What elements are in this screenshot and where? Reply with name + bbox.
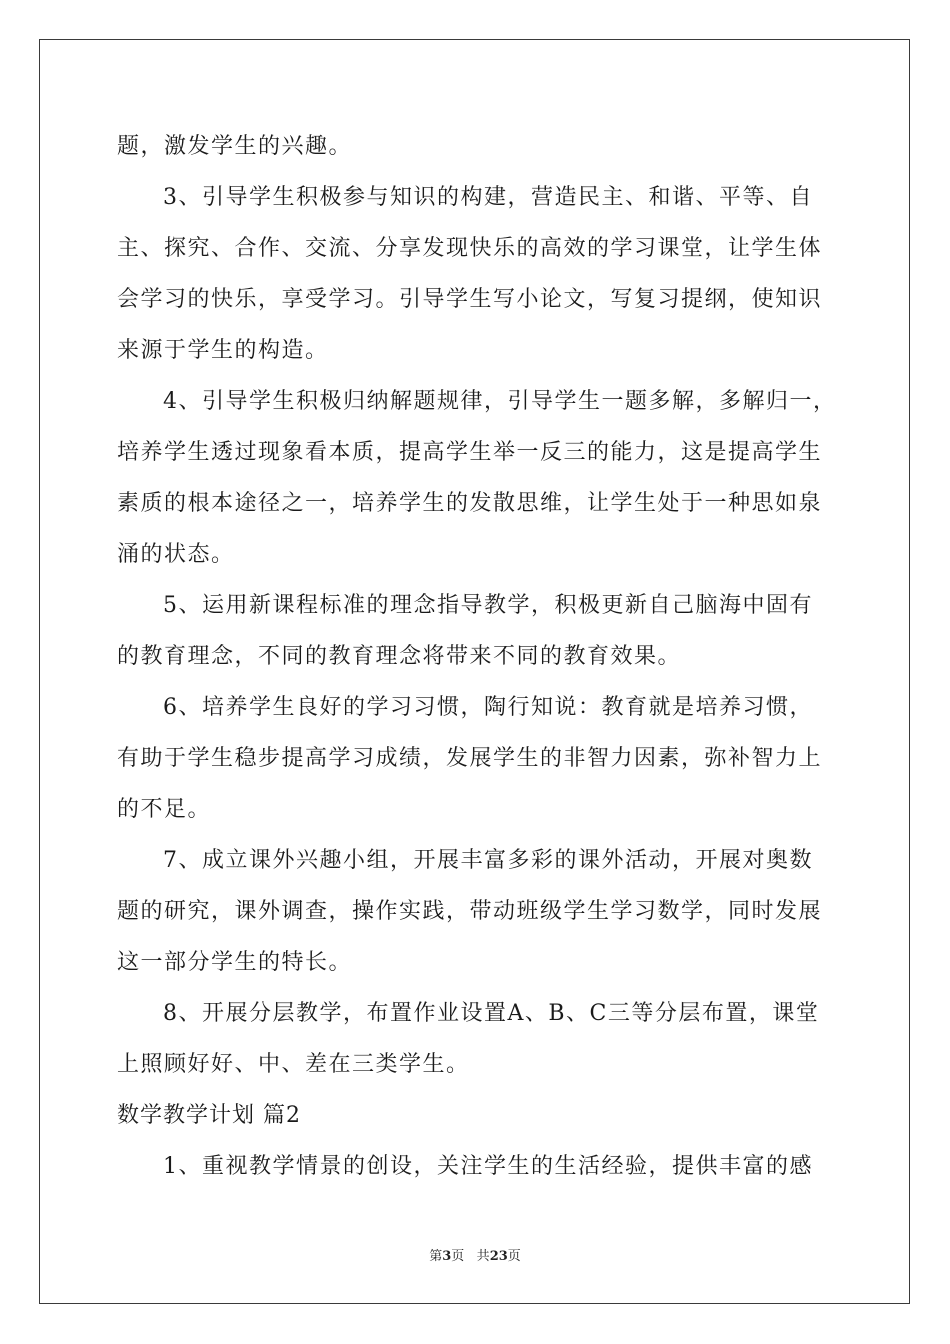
- text-line: 来源于学生的构造。: [117, 338, 329, 363]
- footer-total-suffix: 页: [507, 1249, 521, 1264]
- text-line: 的不足。: [117, 797, 212, 822]
- text-line: 1、重视教学情景的创设，关注学生的生活经验，提供丰富的感: [163, 1154, 813, 1179]
- document-body: [117, 121, 837, 1192]
- text-line: 7、成立课外兴趣小组，开展丰富多彩的课外活动，开展对奥数: [163, 848, 813, 873]
- text-line: 培养学生透过现象看本质，提高学生举一反三的能力，这是提高学生: [117, 440, 823, 465]
- text-line: 题的研究，课外调查，操作实践，带动班级学生学习数学，同时发展: [117, 899, 823, 924]
- footer-total-pages: 23: [489, 1249, 508, 1264]
- text-line: 上照顾好好、中、差在三类学生。: [117, 1052, 470, 1077]
- text-line: 有助于学生稳步提高学习成绩，发展学生的非智力因素，弥补智力上: [117, 746, 823, 771]
- text-line: 的教育理念，不同的教育理念将带来不同的教育效果。: [117, 644, 682, 669]
- footer-page-number: 3: [442, 1249, 452, 1264]
- text-line: 这一部分学生的特长。: [117, 950, 353, 975]
- text-line: 素质的根本途径之一，培养学生的发散思维，让学生处于一种思如泉: [117, 491, 823, 516]
- text-line: 5、运用新课程标准的理念指导教学，积极更新自己脑海中固有: [163, 593, 813, 618]
- text-line: 主、探究、合作、交流、分享发现快乐的高效的学习课堂，让学生体: [117, 236, 823, 261]
- text-line: 4、引导学生积极归纳解题规律，引导学生一题多解，多解归一，: [163, 389, 837, 414]
- footer-page-suffix: 页: [451, 1249, 465, 1264]
- text-line: 会学习的快乐，享受学习。引导学生写小论文，写复习提纲，使知识: [117, 287, 823, 312]
- page-footer: [0, 1245, 950, 1264]
- footer-total-prefix: 共: [476, 1249, 490, 1264]
- text-line: 8、开展分层教学，布置作业设置A、B、C三等分层布置，课堂: [163, 1001, 820, 1026]
- text-line: 3、引导学生积极参与知识的构建，营造民主、和谐、平等、自: [163, 185, 813, 210]
- section-heading: 数学教学计划 篇2: [117, 1103, 301, 1128]
- footer-prefix: 第: [429, 1249, 443, 1264]
- text-line: 6、培养学生良好的学习习惯，陶行知说：教育就是培养习惯，: [163, 695, 813, 720]
- text-line: 题，激发学生的兴趣。: [117, 134, 353, 159]
- text-line: 涌的状态。: [117, 542, 235, 567]
